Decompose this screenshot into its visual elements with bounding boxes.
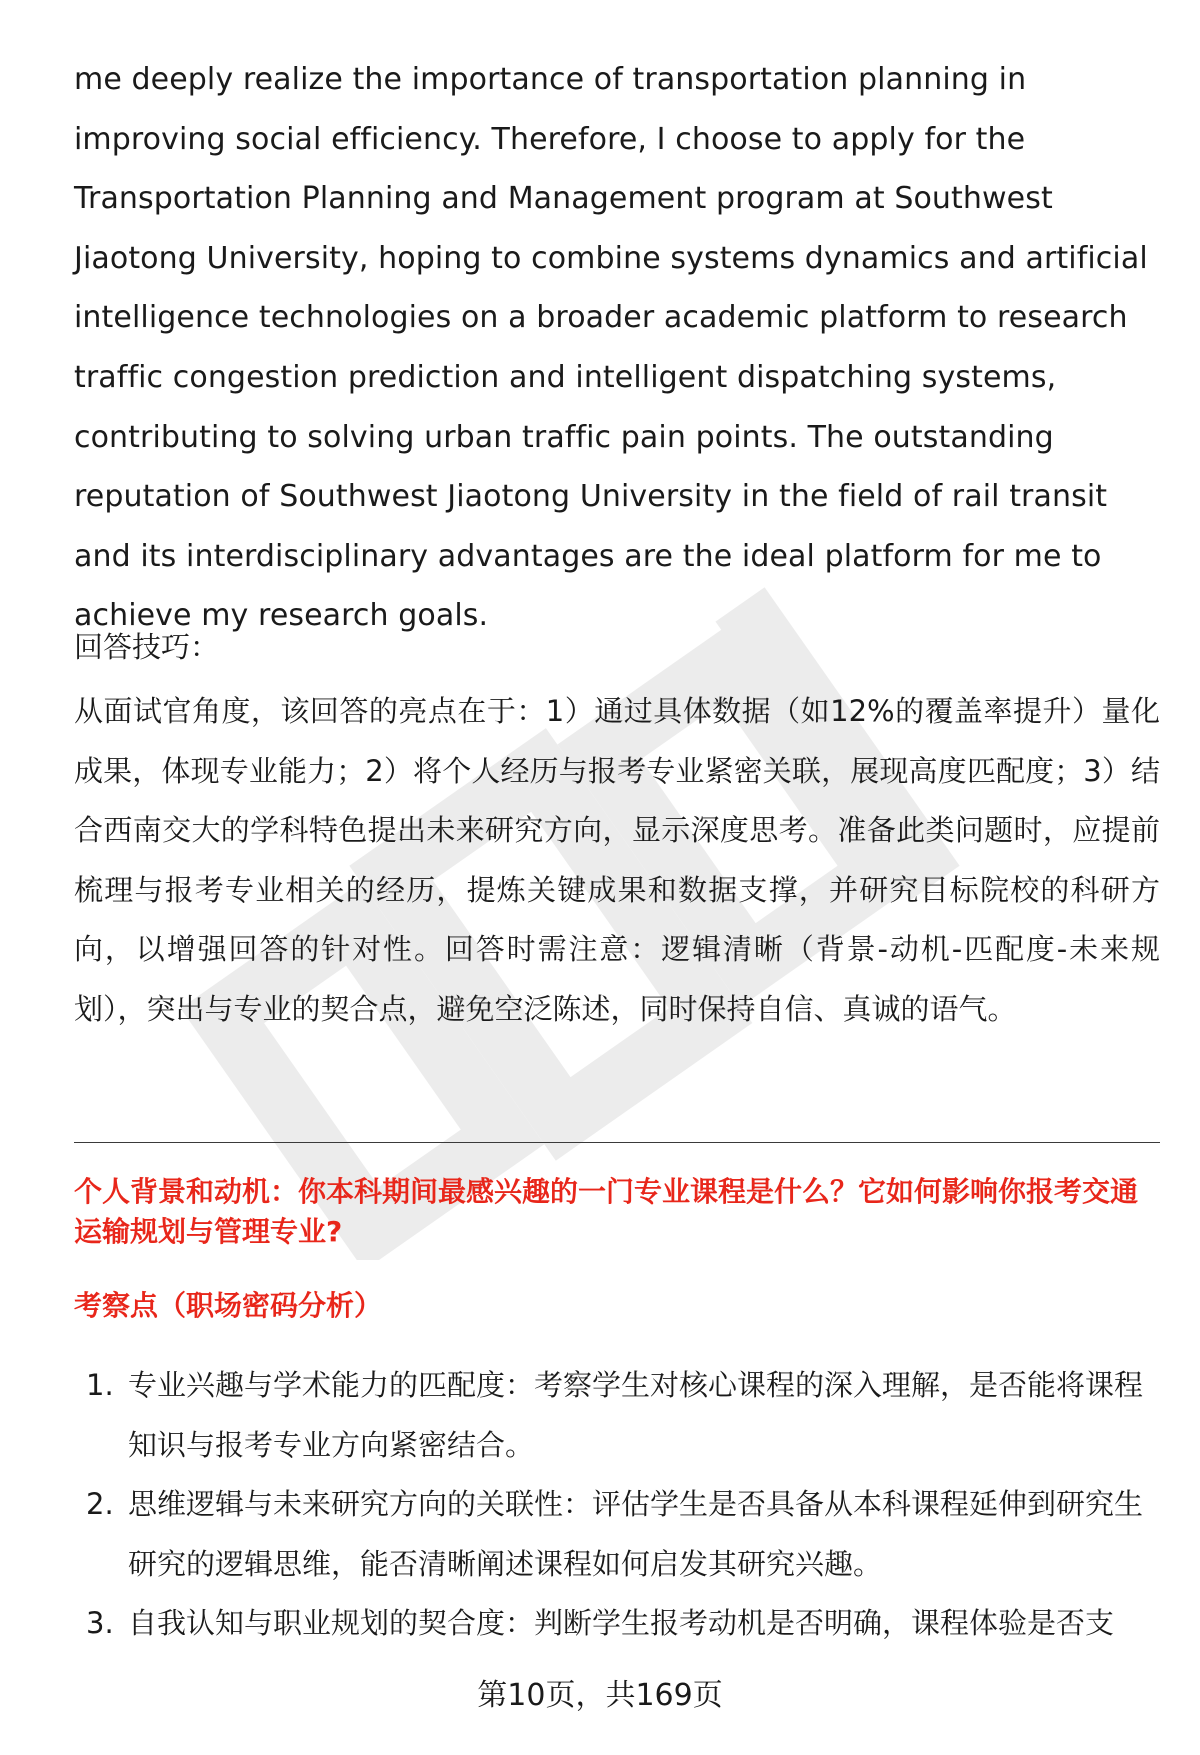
focus-item-text: 思维逻辑与未来研究方向的关联性：评估学生是否具备从本科课程延伸到研究生研究的逻辑思维，能否清晰阐述课程如何启发其研究兴趣。 — [128, 1487, 1144, 1581]
focus-heading: 考察点（职场密码分析） — [74, 1289, 383, 1322]
tips-body: 从面试官角度，该回答的亮点在于：1）通过具体数据（如12%的覆盖率提升）量化成果，体现专业能力；2）将个人经历与报考专业紧密关联，展现高度匹配度；3）结合西南交大的学科特色提出未来研究方向，显示深度思考。准备此类问题时，应提前梳理与报考专业相关的经历，提炼关键成果和数据支撑，并研究目标院校的科研方向，以增强回答的针对性。回答时需注意：逻辑清晰（背景-动机-匹配度-未来规划），突出与专业的契合点，避免空泛陈述，同时保持自信、真诚的语气。 — [74, 694, 1160, 1026]
focus-item-number: 1. — [86, 1368, 114, 1402]
focus-item-number: 2. — [86, 1487, 114, 1522]
page-number-footer: 第10页，共169页 — [477, 1678, 723, 1713]
question-heading: 个人背景和动机：你本科期间最感兴趣的一门专业课程是什么？它如何影响你报考交通运输规划与管理专业? — [74, 1175, 1139, 1248]
focus-item-text: 自我认知与职业规划的契合度：判断学生报考动机是否明确，课程体验是否支 — [128, 1606, 1115, 1641]
focus-list — [74, 1356, 1160, 1654]
focus-item-number: 3. — [86, 1606, 114, 1641]
focus-item — [74, 1356, 1160, 1475]
focus-item — [74, 1475, 1160, 1594]
tips-label: 回答技巧： — [74, 630, 220, 664]
focus-item — [74, 1594, 1160, 1654]
english-answer-paragraph: me deeply realize the importance of transportation planning in improving social efficiency. Therefore, I choose to apply for the Transportation Planning and Management program at Southwest Jiaotong University, hoping to combine systems dynamics and artificial intelligence technologies on a broader academic platform to research traffic congestion prediction and intelligent dispatching systems, contributing to solving urban traffic pain points. The outstanding reputation of Southwest Jiaotong University in the field of rail transit and its interdisciplinary advantages are the ideal platform for me to achieve my research goals. — [74, 62, 1148, 634]
focus-item-text: 专业兴趣与学术能力的匹配度：考察学生对核心课程的深入理解，是否能将课程知识与报考专业方向紧密结合。 — [128, 1368, 1144, 1462]
section-divider — [74, 1142, 1160, 1143]
